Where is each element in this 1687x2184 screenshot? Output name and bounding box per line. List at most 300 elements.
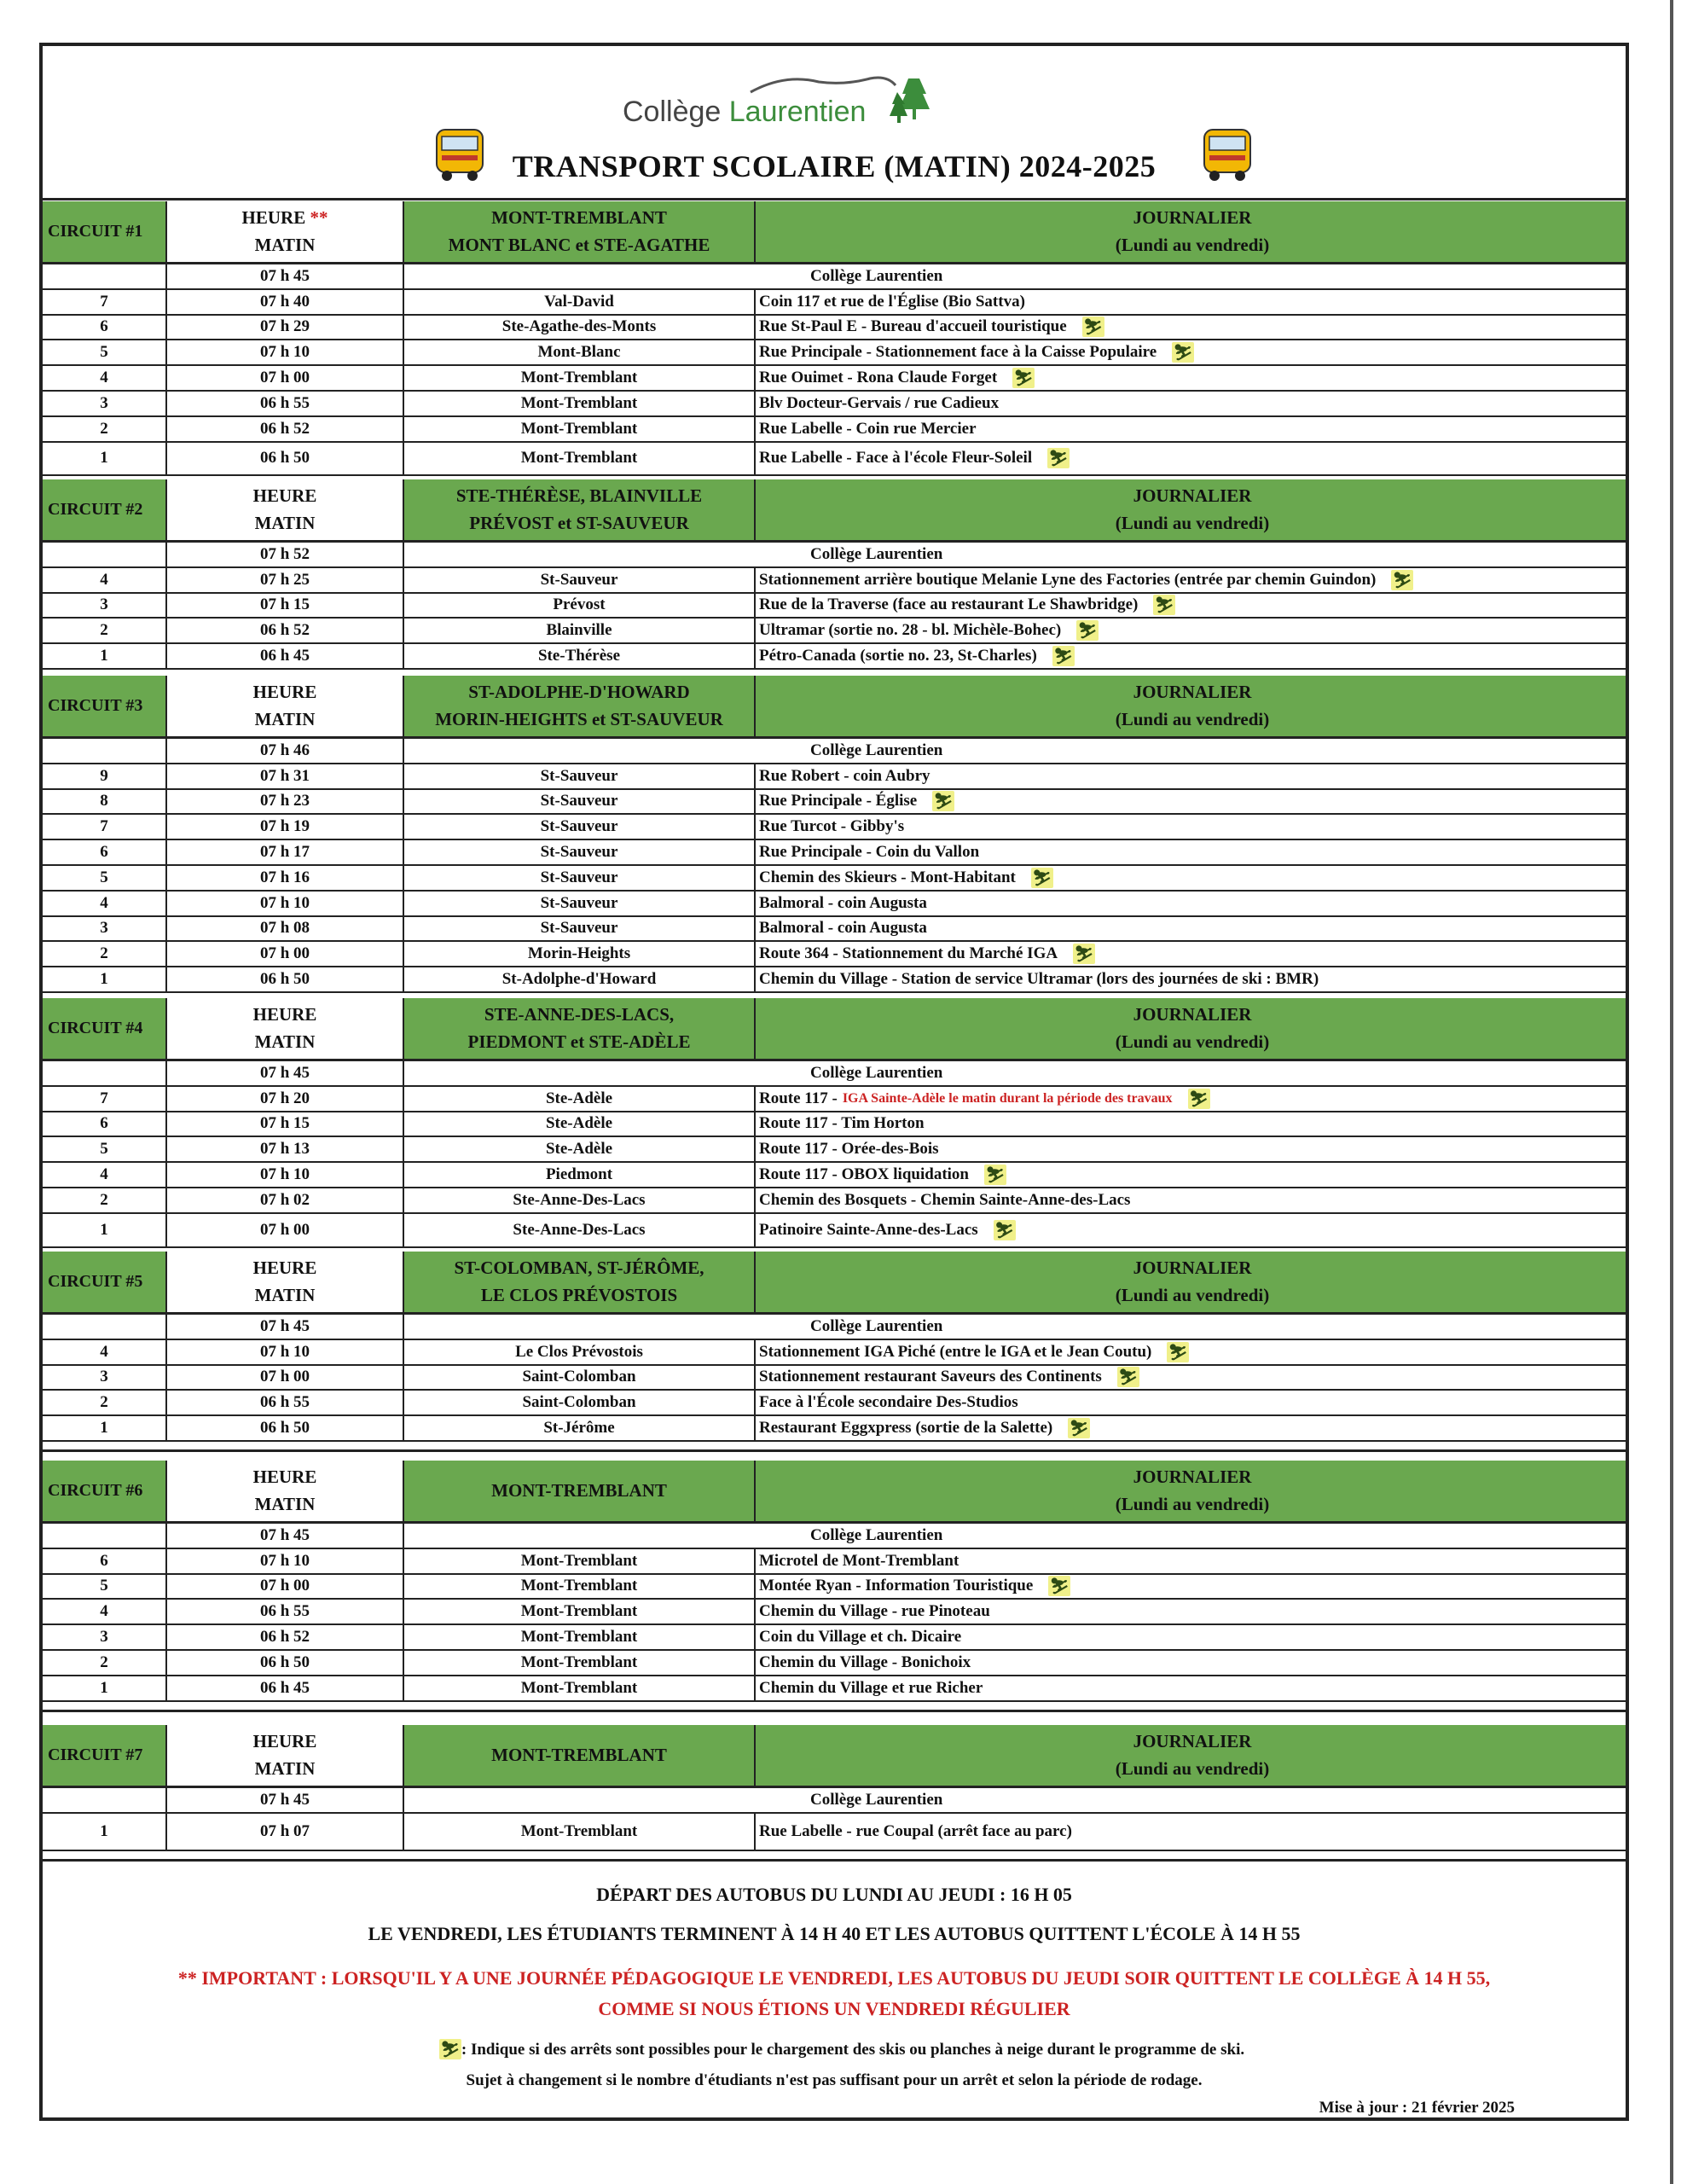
stop-city: Morin-Heights bbox=[404, 942, 756, 966]
stop-time: 07 h 17 bbox=[167, 840, 404, 864]
ski-icon: ⛷ bbox=[1168, 1343, 1188, 1361]
heure-header bbox=[167, 676, 404, 736]
logo-wordmark bbox=[623, 96, 866, 129]
update-date: Mise à jour : 21 février 2025 bbox=[1319, 2099, 1515, 2117]
stop-location-text: Blv Docteur-Gervais / rue Cadieux bbox=[759, 393, 1000, 412]
stop-time: 07 h 45 bbox=[167, 1315, 404, 1339]
stop-row bbox=[43, 1391, 1626, 1416]
circuit-header-row bbox=[43, 1461, 1626, 1524]
stop-city: Ste-Anne-Des-Lacs bbox=[404, 1214, 756, 1246]
ski-icon: ⛷ bbox=[1189, 1089, 1209, 1107]
college-arrival-row bbox=[43, 1315, 1626, 1340]
journalier-label: JOURNALIER bbox=[1133, 1258, 1252, 1278]
stop-city: Mont-Tremblant bbox=[404, 1549, 756, 1573]
stop-location bbox=[756, 594, 1626, 618]
stop-time: 07 h 45 bbox=[167, 264, 404, 288]
stop-time: 07 h 45 bbox=[167, 1524, 404, 1548]
stop-city: Mont-Tremblant bbox=[404, 443, 756, 475]
stop-city: Mont-Tremblant bbox=[404, 392, 756, 415]
stop-location-text: Rue Principale - Stationnement face à la Caisse Populaire bbox=[759, 343, 1157, 362]
college-arrival-row bbox=[43, 1524, 1626, 1549]
ski-icon: ⛷ bbox=[1013, 369, 1034, 387]
ski-icon: ⛷ bbox=[1069, 1420, 1089, 1438]
schedule-document bbox=[39, 43, 1629, 2121]
ski-icon: ⛷ bbox=[1118, 1368, 1139, 1386]
stop-location-text: Rue Turcot - Gibby's bbox=[759, 817, 905, 836]
stop-row bbox=[43, 1416, 1626, 1442]
stop-location bbox=[756, 1366, 1626, 1390]
stop-city: St-Sauveur bbox=[404, 866, 756, 890]
stop-time: 06 h 45 bbox=[167, 1676, 404, 1700]
stop-location-text: Rue Labelle - Coin rue Mercier bbox=[759, 419, 977, 438]
stop-row bbox=[43, 892, 1626, 917]
stop-number bbox=[43, 1788, 167, 1812]
stop-city: Mont-Tremblant bbox=[404, 417, 756, 441]
stop-location-text: Route 117 - Orée-des-Bois bbox=[759, 1140, 939, 1159]
stop-row bbox=[43, 1163, 1626, 1188]
stop-time: 07 h 15 bbox=[167, 594, 404, 618]
stop-row bbox=[43, 1549, 1626, 1575]
circuit-name-text: CIRCUIT #1 bbox=[48, 222, 143, 241]
journalier-header bbox=[756, 676, 1626, 736]
stop-city: Ste-Thérèse bbox=[404, 644, 756, 668]
ski-icon: ⛷ bbox=[1077, 622, 1098, 640]
stop-location-text: Patinoire Sainte-Anne-des-Lacs bbox=[759, 1220, 978, 1239]
stop-location bbox=[756, 1625, 1626, 1649]
region-header bbox=[404, 1461, 756, 1521]
circuit-header-row bbox=[43, 1252, 1626, 1315]
stop-city: St-Jérôme bbox=[404, 1416, 756, 1440]
stop-location bbox=[756, 790, 1626, 814]
stop-number: 1 bbox=[43, 967, 167, 991]
stop-location-text: Rue St-Paul E - Bureau d'accueil touristique bbox=[759, 317, 1067, 336]
stop-number: 1 bbox=[43, 1676, 167, 1700]
college-logo bbox=[623, 67, 947, 135]
stop-number: 1 bbox=[43, 644, 167, 668]
stop-location-text: Restaurant Eggxpress (sortie de la Salette) bbox=[759, 1419, 1053, 1438]
stop-row bbox=[43, 290, 1626, 316]
heure-header bbox=[167, 1252, 404, 1312]
journalier-header bbox=[756, 998, 1626, 1059]
college-label: Collège Laurentien bbox=[810, 741, 943, 759]
region-line-1: MONT-TREMBLANT bbox=[491, 1745, 667, 1765]
heure-text: HEURE bbox=[252, 1258, 317, 1278]
stop-number: 1 bbox=[43, 1214, 167, 1246]
stop-location bbox=[756, 316, 1626, 340]
stop-city: Le Clos Prévostois bbox=[404, 1340, 756, 1364]
stop-location-text: Coin du Village et ch. Dicaire bbox=[759, 1628, 962, 1647]
stop-row bbox=[43, 1112, 1626, 1138]
stop-time: 07 h 16 bbox=[167, 866, 404, 890]
stop-time: 07 h 52 bbox=[167, 543, 404, 566]
stop-number bbox=[43, 543, 167, 566]
stop-row bbox=[43, 917, 1626, 943]
stop-time: 07 h 00 bbox=[167, 1214, 404, 1246]
stop-time: 06 h 55 bbox=[167, 1600, 404, 1623]
stop-location-text: Rue Labelle - Face à l'école Fleur-Soleil bbox=[759, 449, 1033, 468]
days-label: (Lundi au vendredi) bbox=[1115, 235, 1270, 255]
stop-number bbox=[43, 1061, 167, 1085]
stop-city: Blainville bbox=[404, 619, 756, 642]
stop-row bbox=[43, 316, 1626, 341]
matin-label: MATIN bbox=[254, 1758, 316, 1779]
ski-icon: ⛷ bbox=[994, 1221, 1015, 1239]
stop-number: 3 bbox=[43, 917, 167, 941]
stop-number: 1 bbox=[43, 443, 167, 475]
stop-location bbox=[756, 1575, 1626, 1599]
stop-row bbox=[43, 1651, 1626, 1676]
stop-location-text: Route 364 - Stationnement du Marché IGA bbox=[759, 944, 1058, 963]
stop-number: 3 bbox=[43, 1625, 167, 1649]
days-label: (Lundi au vendredi) bbox=[1115, 513, 1270, 533]
stop-number bbox=[43, 1524, 167, 1548]
stop-city: Val-David bbox=[404, 290, 756, 314]
ski-icon: ⛷ bbox=[1083, 318, 1104, 336]
stop-location bbox=[756, 1137, 1626, 1161]
stop-time: 07 h 07 bbox=[167, 1814, 404, 1850]
heure-text: HEURE bbox=[241, 207, 306, 228]
circuit-header-row bbox=[43, 998, 1626, 1061]
stop-time: 07 h 29 bbox=[167, 316, 404, 340]
stop-number: 2 bbox=[43, 417, 167, 441]
stop-time: 07 h 08 bbox=[167, 917, 404, 941]
days-label: (Lundi au vendredi) bbox=[1115, 1758, 1270, 1779]
stop-location-text: Chemin des Bosquets - Chemin Sainte-Anne-des-Lacs bbox=[759, 1190, 1131, 1209]
stop-city: Mont-Tremblant bbox=[404, 1651, 756, 1675]
stop-time: 07 h 20 bbox=[167, 1087, 404, 1111]
journalier-header bbox=[756, 1252, 1626, 1312]
journalier-header bbox=[756, 1461, 1626, 1521]
region-line-1: STE-THÉRÈSE, BLAINVILLE bbox=[455, 485, 703, 506]
stop-location-text: Rue Ouimet - Rona Claude Forget bbox=[759, 369, 998, 387]
stop-row bbox=[43, 568, 1626, 594]
stop-time: 06 h 52 bbox=[167, 619, 404, 642]
stop-city: St-Sauveur bbox=[404, 790, 756, 814]
important-notice: ** IMPORTANT : LORSQU'IL Y A UNE JOURNÉE PÉDAGOGIQUE LE VENDREDI, LES AUTOBUS DU JEUDI SOIR QUITTENT LE COLLÈGE À 14 H 55, bbox=[177, 1967, 1491, 1989]
college-label: Collège Laurentien bbox=[810, 1525, 943, 1544]
stop-time: 06 h 55 bbox=[167, 392, 404, 415]
stop-number bbox=[43, 264, 167, 288]
stop-city: St-Sauveur bbox=[404, 917, 756, 941]
stop-number: 2 bbox=[43, 1391, 167, 1414]
subject-to-change-note: Sujet à changement si le nombre d'étudiants n'est pas suffisant pour un arrêt et selon la période de rodage. bbox=[466, 2071, 1203, 2089]
stop-location-text: Rue de la Traverse (face au restaurant Le Shawbridge) bbox=[759, 595, 1139, 614]
stop-location bbox=[756, 619, 1626, 642]
journalier-header bbox=[756, 479, 1626, 540]
stop-row bbox=[43, 1625, 1626, 1651]
circuit-name bbox=[43, 1461, 167, 1521]
heure-text: HEURE bbox=[252, 485, 317, 506]
stop-time: 07 h 19 bbox=[167, 815, 404, 839]
stop-number: 6 bbox=[43, 1112, 167, 1136]
stop-row bbox=[43, 1676, 1626, 1702]
page-edge bbox=[1670, 0, 1673, 2184]
stop-location-text: Rue Labelle - rue Coupal (arrêt face au parc) bbox=[759, 1821, 1072, 1840]
college-arrival-row bbox=[43, 1788, 1626, 1814]
days-label: (Lundi au vendredi) bbox=[1115, 1285, 1270, 1305]
stop-city: Prévost bbox=[404, 594, 756, 618]
stop-number: 4 bbox=[43, 1340, 167, 1364]
stop-time: 07 h 10 bbox=[167, 340, 404, 364]
region-header bbox=[404, 1252, 756, 1312]
stop-row bbox=[43, 967, 1626, 993]
stop-location bbox=[756, 815, 1626, 839]
stop-row bbox=[43, 1214, 1626, 1248]
matin-label: MATIN bbox=[254, 1031, 316, 1052]
stop-location bbox=[756, 366, 1626, 390]
stop-number bbox=[43, 1315, 167, 1339]
stop-location bbox=[756, 1549, 1626, 1573]
circuit-separator bbox=[43, 1851, 1626, 1862]
stop-city: St-Sauveur bbox=[404, 815, 756, 839]
stop-location-text: Coin 117 et rue de l'Église (Bio Sattva) bbox=[759, 292, 1025, 311]
stop-number: 5 bbox=[43, 1137, 167, 1161]
stop-location-text: Face à l'École secondaire Des-Studios bbox=[759, 1393, 1018, 1412]
heure-label bbox=[242, 207, 328, 229]
stop-location-text: Montée Ryan - Information Touristique bbox=[759, 1577, 1034, 1595]
stop-city: Mont-Blanc bbox=[404, 340, 756, 364]
ski-icon: ⛷ bbox=[1074, 945, 1094, 963]
stop-number: 4 bbox=[43, 892, 167, 915]
stop-number: 9 bbox=[43, 764, 167, 788]
stop-time: 07 h 10 bbox=[167, 1549, 404, 1573]
stop-row bbox=[43, 443, 1626, 477]
circuit-name-text: CIRCUIT #2 bbox=[48, 500, 143, 519]
stop-number: 3 bbox=[43, 1366, 167, 1390]
matin-label: MATIN bbox=[254, 1494, 316, 1514]
stop-location bbox=[756, 1600, 1626, 1623]
stop-row bbox=[43, 1087, 1626, 1112]
stop-time: 06 h 50 bbox=[167, 443, 404, 475]
stop-row bbox=[43, 840, 1626, 866]
ski-icon: ⛷ bbox=[1154, 596, 1174, 614]
stop-row bbox=[43, 1366, 1626, 1391]
college-arrival-row bbox=[43, 543, 1626, 568]
journalier-label: JOURNALIER bbox=[1133, 1731, 1252, 1751]
stop-city: Ste-Adèle bbox=[404, 1087, 756, 1111]
logo-prefix: Collège bbox=[623, 96, 722, 128]
stop-location-text: Route 117 - bbox=[759, 1089, 838, 1107]
stop-city: St-Sauveur bbox=[404, 840, 756, 864]
region-line-2: MORIN-HEIGHTS et ST-SAUVEUR bbox=[435, 709, 723, 729]
stop-location bbox=[756, 892, 1626, 915]
stop-city: Ste-Adèle bbox=[404, 1137, 756, 1161]
stop-city: Mont-Tremblant bbox=[404, 1814, 756, 1850]
region-line-1: MONT-TREMBLANT bbox=[491, 207, 667, 228]
important-notice-continued: COMME SI NOUS ÉTIONS UN VENDREDI RÉGULIER bbox=[598, 1998, 1070, 2019]
heure-label bbox=[253, 1258, 317, 1279]
stop-row bbox=[43, 594, 1626, 619]
days-label: (Lundi au vendredi) bbox=[1115, 1031, 1270, 1052]
circuit-name bbox=[43, 1725, 167, 1786]
stop-number: 4 bbox=[43, 366, 167, 390]
journalier-header bbox=[756, 201, 1626, 262]
stop-row bbox=[43, 815, 1626, 840]
stop-number: 5 bbox=[43, 1575, 167, 1599]
stop-row bbox=[43, 764, 1626, 790]
stop-number: 2 bbox=[43, 942, 167, 966]
stop-location bbox=[756, 1416, 1626, 1440]
region-line-2: MONT BLANC et STE-AGATHE bbox=[448, 235, 710, 255]
stop-location bbox=[756, 1163, 1626, 1187]
ski-icon: ⛷ bbox=[1048, 450, 1069, 468]
stop-number: 7 bbox=[43, 1087, 167, 1111]
stop-location bbox=[756, 1214, 1626, 1246]
stop-location-text: Route 117 - OBOX liquidation bbox=[759, 1165, 969, 1184]
region-header bbox=[404, 479, 756, 540]
heure-text: HEURE bbox=[252, 1467, 317, 1487]
departure-notice: DÉPART DES AUTOBUS DU LUNDI AU JEUDI : 16 H 05 bbox=[596, 1884, 1072, 1905]
stop-city: Mont-Tremblant bbox=[404, 1600, 756, 1623]
stop-number: 2 bbox=[43, 1188, 167, 1212]
stop-time: 07 h 40 bbox=[167, 290, 404, 314]
region-header bbox=[404, 1725, 756, 1786]
stop-time: 07 h 31 bbox=[167, 764, 404, 788]
college-arrival-row bbox=[43, 264, 1626, 290]
stop-number: 6 bbox=[43, 840, 167, 864]
stop-location bbox=[756, 1188, 1626, 1212]
stop-number: 5 bbox=[43, 340, 167, 364]
stop-row bbox=[43, 340, 1626, 366]
stop-location-text: Chemin des Skieurs - Mont-Habitant bbox=[759, 868, 1016, 886]
stop-row bbox=[43, 1814, 1626, 1851]
stop-location bbox=[756, 917, 1626, 941]
stop-location-text: Balmoral - coin Augusta bbox=[759, 919, 927, 938]
stop-number: 7 bbox=[43, 815, 167, 839]
stop-city: Saint-Colomban bbox=[404, 1391, 756, 1414]
heure-label bbox=[253, 682, 317, 703]
stop-location bbox=[756, 1112, 1626, 1136]
stop-time: 07 h 00 bbox=[167, 942, 404, 966]
ski-icon: ⛷ bbox=[985, 1166, 1006, 1184]
stop-row bbox=[43, 1188, 1626, 1214]
stop-number: 8 bbox=[43, 790, 167, 814]
journalier-label: JOURNALIER bbox=[1133, 682, 1252, 702]
heure-marker: ** bbox=[310, 207, 328, 228]
stop-number: 4 bbox=[43, 568, 167, 592]
stop-location-text: Rue Principale - Église bbox=[759, 792, 918, 810]
stop-number: 4 bbox=[43, 1163, 167, 1187]
stop-time: 07 h 15 bbox=[167, 1112, 404, 1136]
stop-location bbox=[756, 1651, 1626, 1675]
stop-number: 4 bbox=[43, 1600, 167, 1623]
stop-row bbox=[43, 417, 1626, 443]
ski-icon: ⛷ bbox=[1053, 648, 1074, 665]
stop-time: 07 h 25 bbox=[167, 568, 404, 592]
stop-time: 06 h 45 bbox=[167, 644, 404, 668]
stop-city: Mont-Tremblant bbox=[404, 1575, 756, 1599]
stop-row bbox=[43, 942, 1626, 967]
heure-label bbox=[253, 1004, 317, 1025]
page-title: TRANSPORT SCOLAIRE (MATIN) 2024-2025 bbox=[512, 149, 1157, 183]
stop-time: 07 h 00 bbox=[167, 366, 404, 390]
circuit-separator bbox=[43, 1702, 1626, 1712]
stop-location-text: Stationnement restaurant Saveurs des Continents bbox=[759, 1368, 1102, 1386]
ski-icon: ⛷ bbox=[1032, 868, 1052, 886]
college-label: Collège Laurentien bbox=[810, 266, 943, 285]
region-header bbox=[404, 676, 756, 736]
stop-location-text: Chemin du Village - Station de service Ultramar (lors des journées de ski : BMR) bbox=[759, 970, 1319, 989]
stop-location-text: Stationnement IGA Piché (entre le IGA et le Jean Coutu) bbox=[759, 1342, 1152, 1361]
stop-number: 3 bbox=[43, 392, 167, 415]
heure-header bbox=[167, 479, 404, 540]
circuit-name bbox=[43, 201, 167, 262]
ski-icon: ⛷ bbox=[1173, 344, 1193, 362]
circuit-header-row bbox=[43, 1725, 1626, 1788]
stop-location-text: Chemin du Village - rue Pinoteau bbox=[759, 1602, 990, 1621]
circuit-name-text: CIRCUIT #4 bbox=[48, 1019, 143, 1037]
journalier-header bbox=[756, 1725, 1626, 1786]
stop-location bbox=[756, 443, 1626, 475]
college-label: Collège Laurentien bbox=[810, 1316, 943, 1335]
circuit-header-row bbox=[43, 201, 1626, 264]
stop-row bbox=[43, 366, 1626, 392]
stop-location-text: Stationnement arrière boutique Melanie Lyne des Factories (entrée par chemin Guindon) bbox=[759, 570, 1377, 589]
heure-header bbox=[167, 998, 404, 1059]
heure-header bbox=[167, 201, 404, 262]
stop-location bbox=[756, 290, 1626, 314]
region-header bbox=[404, 201, 756, 262]
stop-city: St-Sauveur bbox=[404, 568, 756, 592]
stop-time: 07 h 46 bbox=[167, 739, 404, 763]
circuit-name-text: CIRCUIT #5 bbox=[48, 1272, 143, 1291]
stop-time: 07 h 00 bbox=[167, 1366, 404, 1390]
stop-time: 06 h 50 bbox=[167, 967, 404, 991]
stop-row bbox=[43, 1600, 1626, 1625]
stop-number: 1 bbox=[43, 1416, 167, 1440]
heure-text: HEURE bbox=[252, 682, 317, 702]
matin-label: MATIN bbox=[254, 235, 316, 255]
heure-text: HEURE bbox=[252, 1731, 317, 1751]
stop-location-text: Ultramar (sortie no. 28 - bl. Michèle-Bohec) bbox=[759, 621, 1062, 640]
heure-header bbox=[167, 1725, 404, 1786]
heure-label bbox=[253, 1731, 317, 1752]
stop-time: 07 h 10 bbox=[167, 1340, 404, 1364]
college-label: Collège Laurentien bbox=[810, 1790, 943, 1809]
stop-city: St-Adolphe-d'Howard bbox=[404, 967, 756, 991]
stop-location bbox=[756, 1340, 1626, 1364]
circuit-name bbox=[43, 1252, 167, 1312]
stop-time: 07 h 23 bbox=[167, 790, 404, 814]
stop-time: 06 h 50 bbox=[167, 1416, 404, 1440]
stop-number: 2 bbox=[43, 619, 167, 642]
stop-row bbox=[43, 1137, 1626, 1163]
stop-time: 07 h 13 bbox=[167, 1137, 404, 1161]
friday-notice: LE VENDREDI, LES ÉTUDIANTS TERMINENT À 14 H 40 ET LES AUTOBUS QUITTENT L'ÉCOLE À 14 H 55 bbox=[368, 1923, 1301, 1944]
stop-time: 06 h 50 bbox=[167, 1651, 404, 1675]
schedule-footer bbox=[43, 1877, 1626, 2121]
stop-location-text: Chemin du Village et rue Richer bbox=[759, 1678, 983, 1697]
stop-location bbox=[756, 417, 1626, 441]
stop-location bbox=[756, 942, 1626, 966]
stop-time: 06 h 55 bbox=[167, 1391, 404, 1414]
region-line-1: STE-ANNE-DES-LACS, bbox=[484, 1004, 675, 1025]
stop-city: St-Sauveur bbox=[404, 764, 756, 788]
stop-row bbox=[43, 644, 1626, 670]
college-label: Collège Laurentien bbox=[810, 544, 943, 563]
stop-location-text: Route 117 - Tim Horton bbox=[759, 1114, 925, 1133]
stop-time: 07 h 45 bbox=[167, 1788, 404, 1812]
days-label: (Lundi au vendredi) bbox=[1115, 709, 1270, 729]
stop-location bbox=[756, 568, 1626, 592]
stop-time: 07 h 02 bbox=[167, 1188, 404, 1212]
stop-row bbox=[43, 392, 1626, 417]
heure-label bbox=[253, 485, 317, 507]
journalier-label: JOURNALIER bbox=[1133, 207, 1252, 228]
stop-row bbox=[43, 1340, 1626, 1366]
stop-city: Saint-Colomban bbox=[404, 1366, 756, 1390]
ski-legend bbox=[43, 2039, 1626, 2059]
